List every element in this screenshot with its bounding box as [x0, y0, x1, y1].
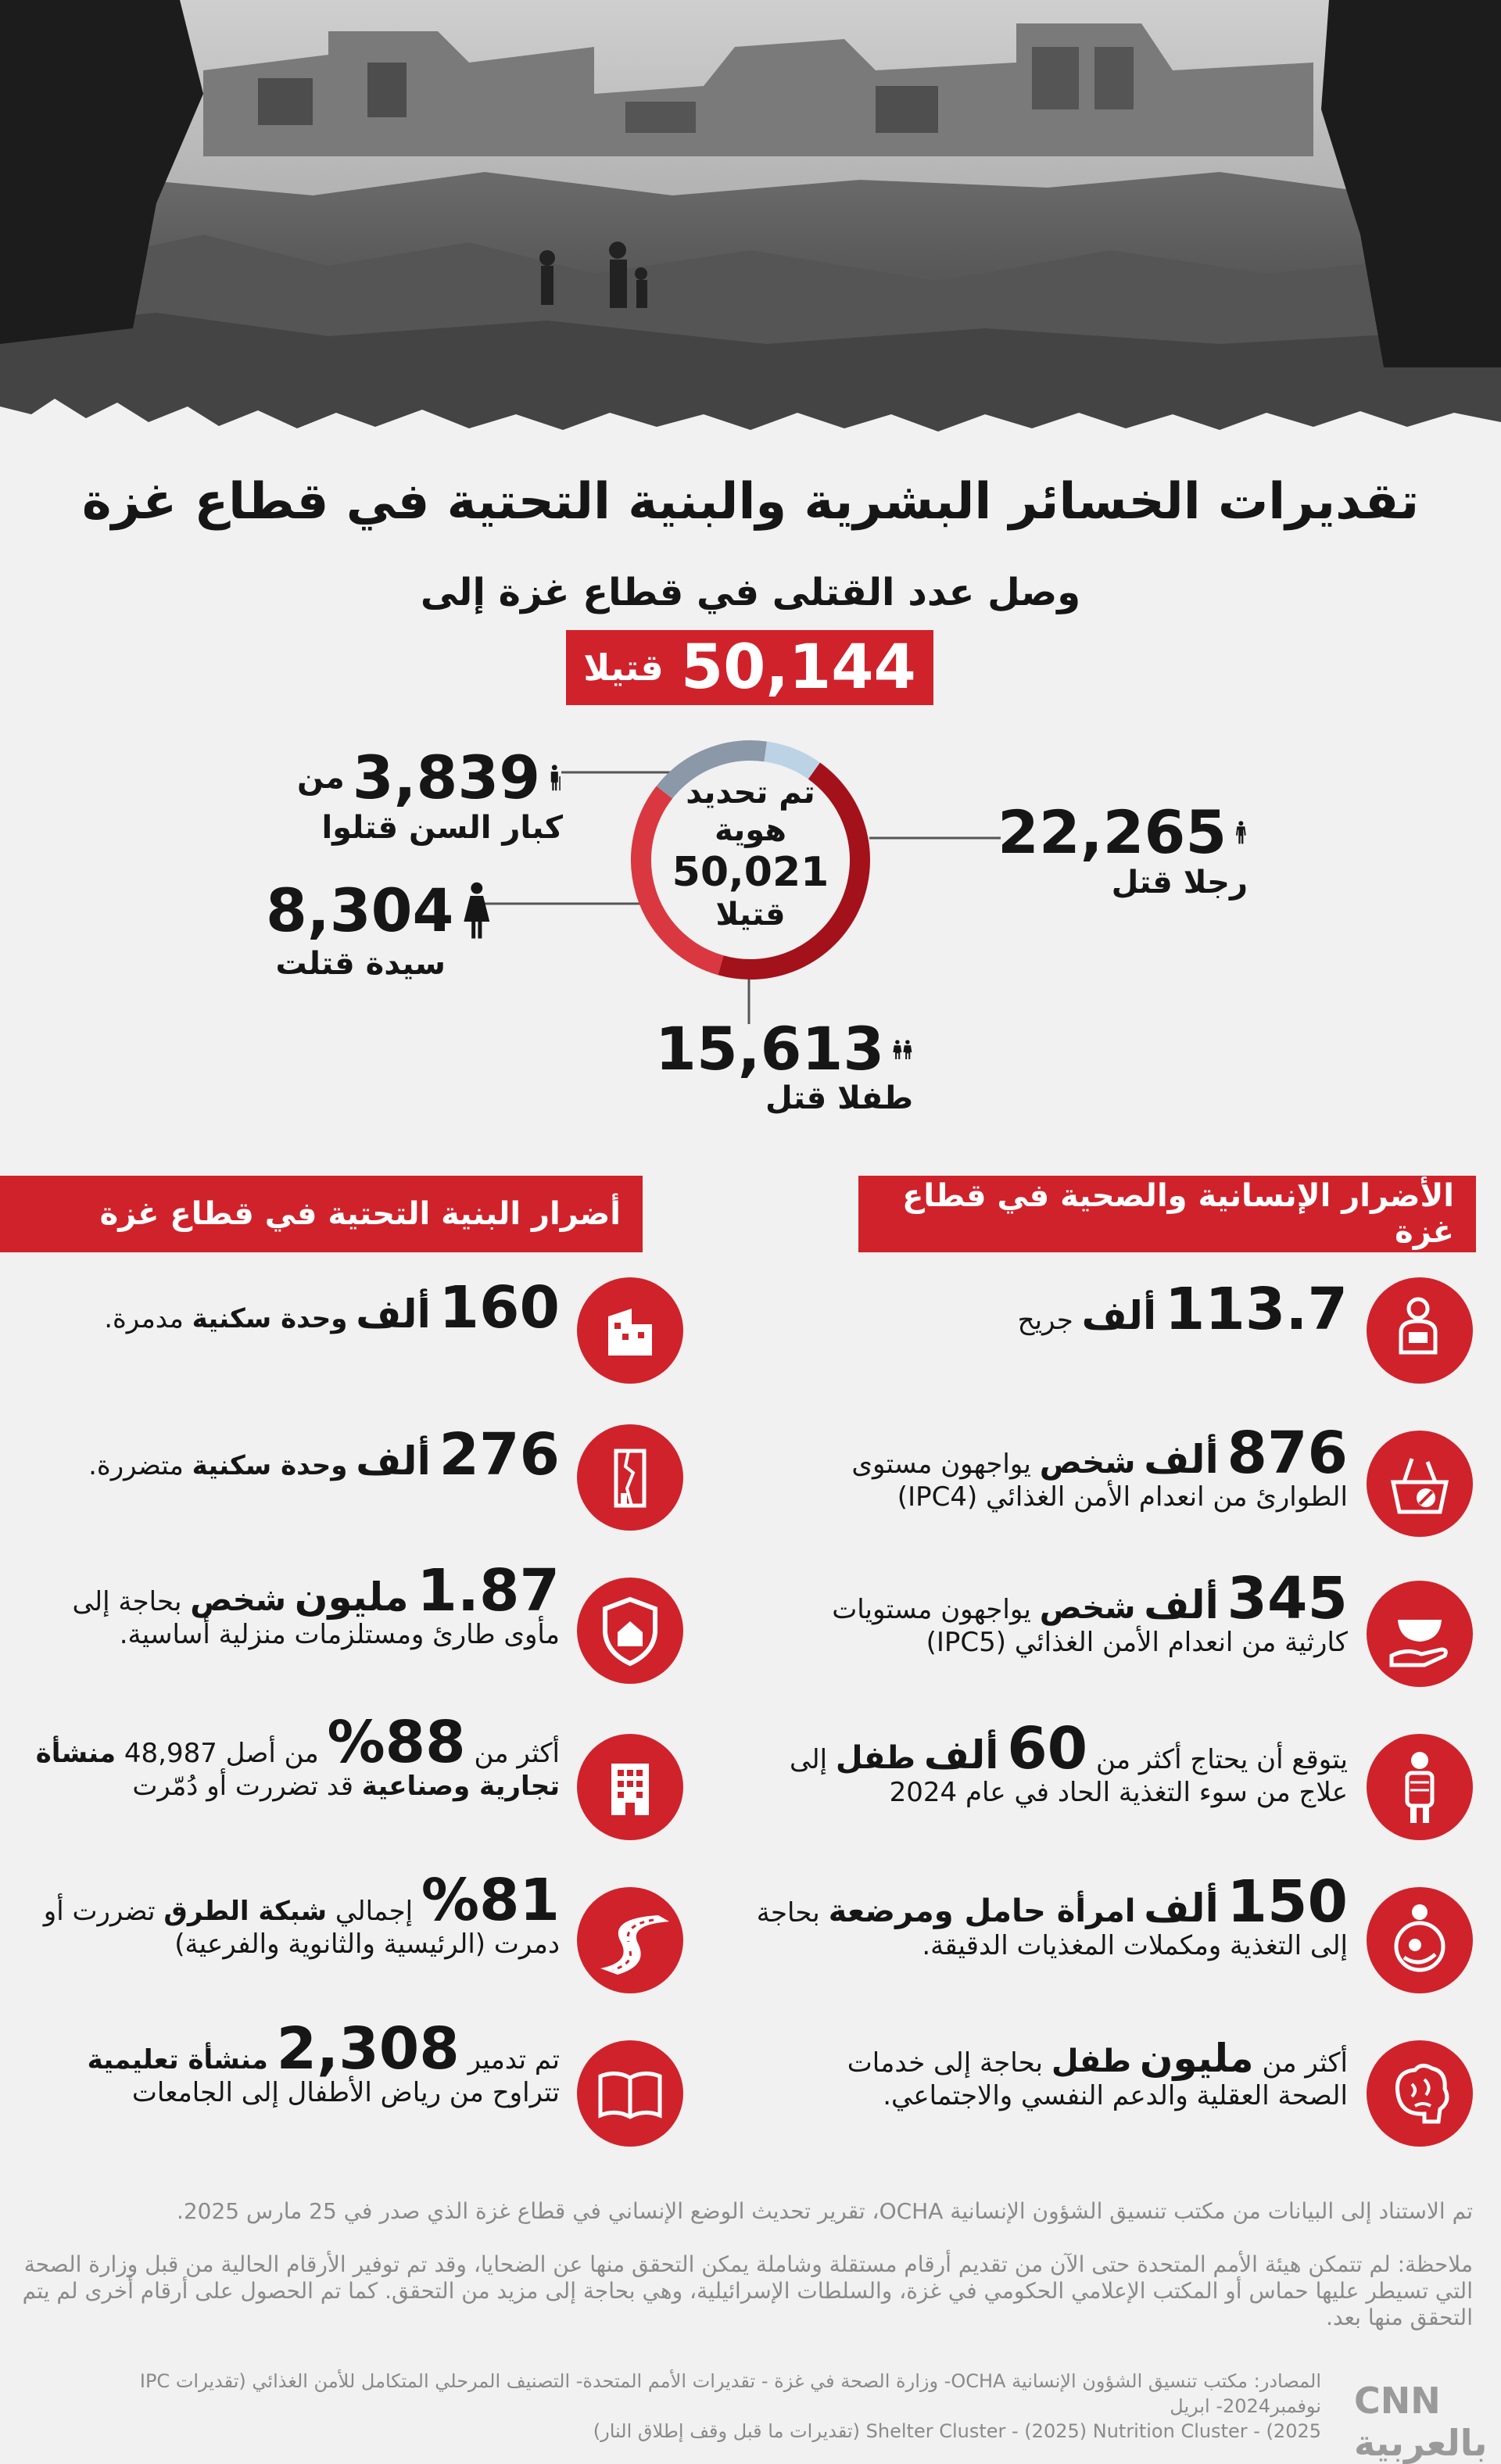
h3-number: 345	[1227, 1565, 1348, 1632]
i6-prefix: تم تدمير	[467, 2044, 560, 2075]
stat-men-number: 22,265	[998, 797, 1227, 867]
h5-unit: ألف	[1144, 1886, 1219, 1931]
h4-text: إلى	[789, 1744, 828, 1775]
infrastructure-item-2	[20, 1421, 560, 1488]
h4-unit: ألف	[923, 1732, 999, 1778]
i3-unit: مليون	[294, 1574, 409, 1620]
i1-bold: وحدة سكنية	[192, 1303, 348, 1334]
donut-segment-elderly	[765, 751, 814, 771]
h2-line2: الطوارئ من انعدام الأمن الغذائي (IPC4)	[897, 1481, 1348, 1513]
h2-unit: ألف	[1144, 1437, 1219, 1482]
donut-center-label	[649, 774, 852, 933]
stat-elderly	[297, 743, 563, 846]
stat-children	[655, 1016, 913, 1116]
h2-bold: شخص	[1039, 1445, 1136, 1481]
h6-line2: الصحة العقلية والدعم النفسي والاجتماعي.	[883, 2080, 1348, 2111]
i3-line2: مأوى طارئ ومستلزمات منزلية أساسية.	[119, 1619, 560, 1650]
death-toll-subtitle: وصل عدد القتلى في قطاع غزة إلى	[420, 571, 1081, 614]
h4-number: 60	[1007, 1715, 1088, 1782]
brain-icon	[1367, 2040, 1473, 2147]
h6-prefix: أكثر من	[1262, 2047, 1348, 2079]
man-icon	[1234, 797, 1248, 868]
stat-children-number: 15,613	[655, 1014, 885, 1083]
page-title: تقديرات الخسائر البشرية والبنية التحتية في قطاع غزة	[81, 473, 1420, 531]
i4-prefix: أكثر من	[474, 1738, 560, 1769]
i1-number: 160	[439, 1274, 560, 1341]
h3-line2: كارثية من انعدام الأمن الغذائي (IPC5)	[926, 1627, 1348, 1658]
stat-elderly-number: 3,839	[352, 743, 541, 812]
donut-label-line1: تم تحديد	[686, 775, 815, 811]
infrastructure-item-4	[20, 1709, 560, 1803]
injured-person-icon	[1367, 1277, 1473, 1384]
h1-unit: ألف	[1081, 1293, 1157, 1338]
i6-bold: منشأة تعليمية	[87, 2044, 268, 2075]
malnourished-child-icon	[1367, 1734, 1473, 1840]
food-bowl-hand-icon	[1367, 1581, 1473, 1687]
h6-text: بحاجة إلى خدمات	[847, 2047, 1044, 2079]
sources-line-2: 2025) - Shelter Cluster - (2025) Nutrition Cluster (تقديرات ما قبل وقف إطلاق النار)	[593, 2420, 1321, 2442]
i4-bold: منشأة	[35, 1738, 116, 1769]
shelter-icon	[577, 1578, 683, 1684]
h3-unit: ألف	[1144, 1582, 1219, 1628]
h4-bold: طفل	[835, 1740, 916, 1776]
h1-number: 113.7	[1164, 1276, 1348, 1343]
infrastructure-section-header: أضرار البنية التحتية في قطاع غزة	[0, 1176, 643, 1252]
sources-line-1: المصادر: مكتب تنسيق الشؤون الإنسانية OCHA- وزارة الصحة في غزة - تقديرات الأمم المتحدة- التصنيف المرحلي المتكامل للأمن الغذائي (تقديرات IPC نوفمبر2024- ابريل	[139, 2370, 1321, 2417]
i4-number: 88%	[327, 1709, 466, 1776]
i4-text: من أصل 48,987	[124, 1738, 319, 1769]
h2-text: يواجهون مستوى	[851, 1449, 1031, 1480]
h5-number: 150	[1227, 1868, 1348, 1936]
h6-bold: طفل	[1051, 2043, 1131, 2079]
stat-elderly-prefix: من	[297, 760, 345, 796]
stat-elderly-label: كبار السن قتلوا	[321, 810, 563, 846]
office-building-icon	[577, 1734, 683, 1840]
h3-bold: شخص	[1039, 1590, 1136, 1626]
h4-line2: علاج من سوء التغذية الحاد في عام 2024	[889, 1777, 1348, 1808]
infrastructure-item-3	[20, 1557, 560, 1651]
book-icon	[577, 2040, 683, 2147]
food-basket-icon	[1367, 1431, 1473, 1537]
i5-text: تضررت أو	[43, 1896, 156, 1927]
stat-men-label: رجلا قتل	[1111, 865, 1248, 901]
infrastructure-item-5	[20, 1867, 560, 1961]
data-source-text: تم الاستناد إلى البيانات من مكتب تنسيق الشؤون الإنسانية OCHA، تقرير تحديث الوضع الإنساني في قطاع غزة الذي صدر في 25 مارس 2025.	[176, 2198, 1473, 2224]
i2-bold: وحدة سكنية	[192, 1450, 348, 1481]
h4-prefix: يتوقع أن يحتاج أكثر من	[1095, 1744, 1348, 1775]
donut-label-line4: قتيلا	[715, 897, 786, 933]
i2-unit: ألف	[356, 1438, 431, 1484]
damaged-building-icon	[577, 1277, 683, 1384]
children-icon	[892, 1018, 913, 1080]
stat-women-label: سيدة قتلت	[275, 946, 446, 982]
stat-men	[998, 797, 1248, 901]
mother-child-icon	[1367, 1887, 1473, 1993]
donut-label-line2: هوية	[714, 812, 787, 848]
disclaimer-note: ملاحظة: لم تتمكن هيئة الأمم المتحدة حتى الآن من تقديم أرقام مستقلة وشاملة يمكن التحقق منها عن الضحايا، وقد تم توفير الأرقام الحالية من قبل وزارة الصحة التي تسيطر عليها حماس أو المكتب الإعلامي الحكومي في غزة، والسلطات الإسرائيلية، وهي بحاجة إلى مزيد من التحقق. كما تم الحصول على أرقام أخرى لم يتم التحقق منها بعد.	[22, 2251, 1473, 2330]
i5-line2: دمرت (الرئيسية والثانوية والفرعية)	[174, 1929, 560, 1960]
infrastructure-item-6	[20, 2015, 560, 2109]
i5-prefix: إجمالي	[335, 1896, 414, 1927]
i6-line2: تتراوح من رياض الأطفال إلى الجامعات	[131, 2077, 560, 2108]
h6-number: مليون	[1139, 2036, 1254, 2081]
h5-text: بحاجة	[756, 1897, 820, 1929]
i6-number: 2,308	[276, 2015, 460, 2083]
h5-line2: إلى التغذية ومكملات المغذيات الدقيقة.	[922, 1930, 1348, 1961]
h3-text: يواجهون مستويات	[832, 1594, 1031, 1625]
elderly-person-icon	[548, 743, 563, 813]
i1-text: مدمرة.	[104, 1303, 184, 1334]
stat-women	[266, 876, 493, 982]
infrastructure-item-1	[20, 1274, 560, 1341]
humanitarian-section-header: الأضرار الإنسانية والصحية في قطاع غزة	[858, 1176, 1476, 1252]
h1-text: جريح	[1017, 1305, 1073, 1336]
stat-women-number: 8,304	[266, 876, 454, 945]
i3-bold: شخص	[190, 1582, 286, 1618]
stat-children-label: طفلا قتل	[765, 1080, 913, 1116]
i1-unit: ألف	[356, 1291, 431, 1337]
i4-line2: قد تضررت أو دُمّرت	[132, 1771, 353, 1802]
h2-number: 876	[1227, 1420, 1348, 1487]
i2-number: 276	[439, 1421, 560, 1488]
cnn-arabic-logo: CNN بالعربية	[1354, 2380, 1488, 2464]
sources-list	[31, 2369, 1321, 2444]
total-deaths-unit: قتيلا	[583, 646, 664, 689]
i5-number: %81	[421, 1867, 560, 1934]
i2-text: متضررة.	[88, 1450, 184, 1481]
h5-bold: امرأة حامل ومرضعة	[828, 1893, 1136, 1929]
cracked-building-icon	[577, 1424, 683, 1531]
donut-identified-number: 50,021	[672, 849, 829, 896]
i5-bold: شبكة الطرق	[163, 1896, 328, 1927]
total-deaths-number: 50,144	[680, 632, 916, 703]
i4-line2-bold: تجارية وصناعية	[361, 1771, 560, 1802]
road-icon	[577, 1887, 683, 1993]
woman-icon	[461, 876, 493, 946]
i3-text: بحاجة إلى	[72, 1586, 182, 1617]
i3-number: 1.87	[417, 1557, 560, 1624]
